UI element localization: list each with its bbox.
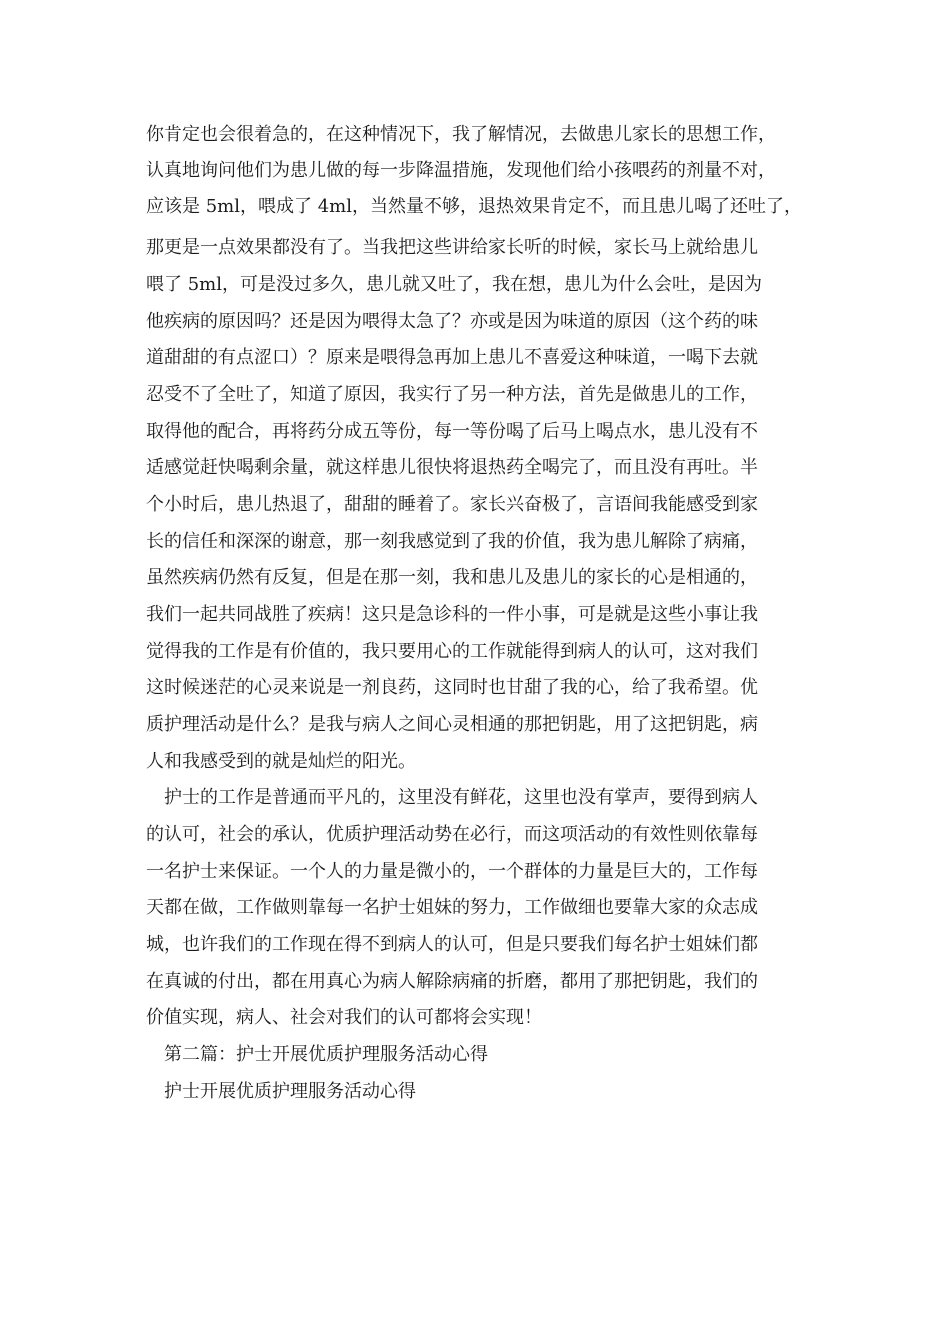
section-heading: 第二篇：护士开展优质护理服务活动心得 — [164, 1044, 488, 1065]
text-line: 觉得我的工作是有价值的，我只要用心的工作就能得到病人的认可，这对我们 — [146, 641, 758, 662]
text-line: 这时候迷茫的心灵来说是一剂良药，这同时也甘甜了我的心，给了我希望。优 — [146, 677, 758, 698]
text-line: 适感觉赶快喝剩余量，就这样患儿很快将退热药全喝完了，而且没有再吐。半 — [146, 457, 758, 478]
text-line: 质护理活动是什么？是我与病人之间心灵相通的那把钥匙，用了这把钥匙，病 — [146, 714, 758, 735]
text-line: 道甜甜的有点涩口）？原来是喂得急再加上患儿不喜爱这种味道，一喝下去就 — [146, 347, 758, 368]
text-line: 的认可，社会的承认，优质护理活动势在必行，而这项活动的有效性则依靠每 — [146, 824, 758, 845]
text-line: 天都在做，工作做则靠每一名护士姐妹的努力，工作做细也要靠大家的众志成 — [146, 897, 758, 918]
text-line: 价值实现，病人、社会对我们的认可都将会实现！ — [146, 1007, 542, 1028]
text-line: 城，也许我们的工作现在得不到病人的认可，但是只要我们每名护士姐妹们都 — [146, 934, 758, 955]
text-line: 在真诚的付出，都在用真心为病人解除病痛的折磨，都用了那把钥匙，我们的 — [146, 971, 758, 992]
text-line: 长的信任和深深的谢意，那一刻我感觉到了我的价值，我为患儿解除了病痛， — [146, 531, 758, 552]
text-line: 取得他的配合，再将药分成五等份，每一等份喝了后马上喝点水，患儿没有不 — [146, 421, 758, 442]
text-line: 忍受不了全吐了，知道了原因，我实行了另一种方法，首先是做患儿的工作， — [146, 384, 758, 405]
text-line: 认真地询问他们为患儿做的每一步降温措施，发现他们给小孩喂药的剂量不对， — [146, 160, 776, 181]
text-line: 虽然疾病仍然有反复，但是在那一刻，我和患儿及患儿的家长的心是相通的， — [146, 567, 758, 588]
text-line: 他疾病的原因吗？还是因为喂得太急了？亦或是因为味道的原因（这个药的味 — [146, 311, 758, 332]
text-line: 个小时后，患儿热退了，甜甜的睡着了。家长兴奋极了，言语间我能感受到家 — [146, 494, 758, 515]
paragraph-first-line: 护士的工作是普通而平凡的，这里没有鲜花，这里也没有掌声，要得到病人 — [164, 787, 758, 808]
text-line: 一名护士来保证。一个人的力量是微小的，一个群体的力量是巨大的，工作每 — [146, 861, 758, 882]
text-line: 你肯定也会很着急的，在这种情况下，我了解情况，去做患儿家长的思想工作， — [146, 124, 776, 145]
text-line: 我们一起共同战胜了疾病！这只是急诊科的一件小事，可是就是这些小事让我 — [146, 604, 758, 625]
text-line: 那更是一点效果都没有了。当我把这些讲给家长听的时候，家长马上就给患儿 — [146, 237, 758, 258]
section-title: 护士开展优质护理服务活动心得 — [164, 1081, 416, 1102]
text-line: 应该是 5ml，喂成了 4ml，当然量不够，退热效果肯定不，而且患儿喝了还吐了， — [146, 196, 802, 217]
text-line: 喂了 5ml，可是没过多久，患儿就又吐了，我在想，患儿为什么会吐，是因为 — [146, 274, 762, 295]
text-line: 人和我感受到的就是灿烂的阳光。 — [146, 751, 416, 772]
